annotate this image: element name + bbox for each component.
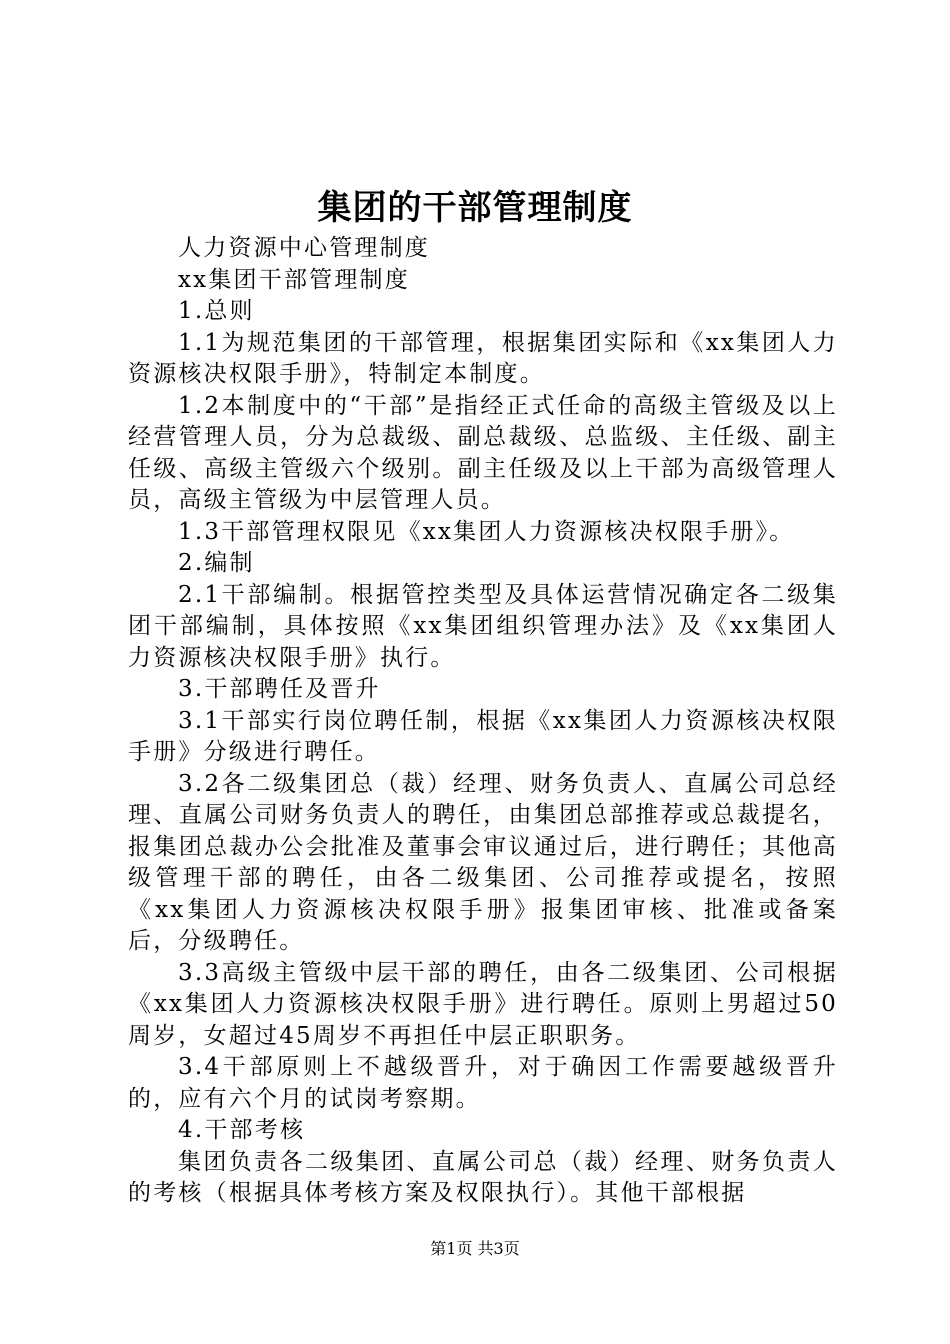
section-heading: 1.总则: [178, 298, 255, 324]
section-heading: 4.干部考核: [178, 1117, 306, 1143]
paragraph: 人力资源中心管理制度: [178, 235, 430, 261]
paragraph: 集团负责各二级集团、直属公司总（裁）经理、财务负责人的考核（根据具体考核方案及权限执行）。其他干部根据: [128, 1148, 838, 1206]
paragraph: 1.2本制度中的“干部”是指经正式任命的高级主管级及以上经营管理人员，分为总裁级、副总裁级、总监级、主任级、副主任级、高级主管级六个级别。副主任级及以上干部为高级管理人员，高级主管级为中层管理人员。: [128, 392, 838, 513]
paragraph: 3.2各二级集团总（裁）经理、财务负责人、直属公司总经理、直属公司财务负责人的聘任，由集团总部推荐或总裁提名，报集团总裁办公会批准及董事会审议通过后，进行聘任；其他高级管理干部的聘任，由各二级集团、公司推荐或提名，按照《xx集团人力资源核决权限手册》报集团审核、批准或备案后，分级聘任。: [128, 770, 838, 954]
paragraph: 3.1干部实行岗位聘任制，根据《xx集团人力资源核决权限手册》分级进行聘任。: [128, 707, 838, 765]
paragraph: 2.1干部编制。根据管控类型及具体运营情况确定各二级集团干部编制，具体按照《xx集团组织管理办法》及《xx集团人力资源核决权限手册》执行。: [128, 581, 838, 671]
paragraph: 3.4干部原则上不越级晋升，对于确因工作需要越级晋升的，应有六个月的试岗考察期。: [128, 1054, 838, 1112]
paragraph: xx集团干部管理制度: [178, 266, 410, 293]
paragraph: 1.1为规范集团的干部管理，根据集团实际和《xx集团人力资源核决权限手册》，特制定本制度。: [128, 329, 838, 387]
page-footer: 第1页 共3页: [430, 1239, 520, 1258]
paragraph: 1.3干部管理权限见《xx集团人力资源核决权限手册》。: [178, 518, 795, 545]
section-heading: 3.干部聘任及晋升: [178, 676, 381, 702]
document-body: [128, 233, 838, 1210]
document-title: 集团的干部管理制度: [317, 188, 633, 228]
section-heading: 2.编制: [178, 550, 255, 576]
paragraph: 3.3高级主管级中层干部的聘任，由各二级集团、公司根据《xx集团人力资源核决权限手册》进行聘任。原则上男超过50周岁，女超过45周岁不再担任中层正职职务。: [128, 959, 838, 1049]
